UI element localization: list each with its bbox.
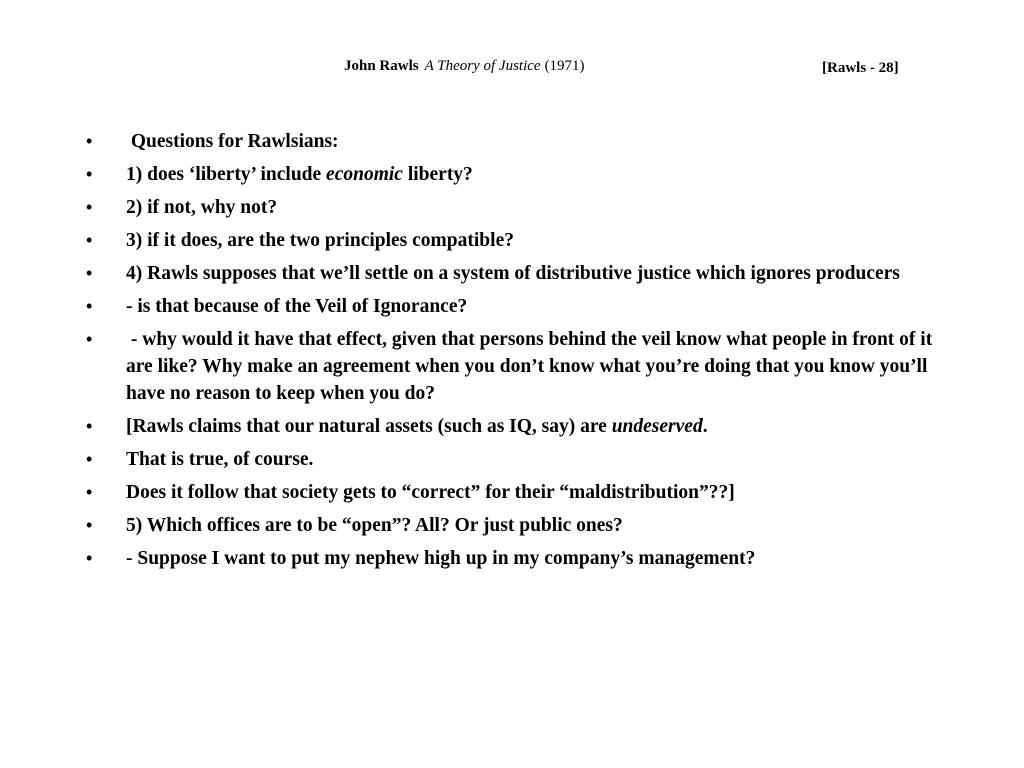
bullet-icon: • — [86, 515, 93, 535]
bullet-icon: • — [86, 548, 93, 568]
bullet-item-2 — [86, 161, 946, 188]
bullet-item-12 — [86, 545, 946, 572]
bullet-text: That is true, of course. — [126, 449, 314, 470]
bullet-item-9 — [86, 446, 946, 473]
bullet-text: Questions for Rawlsians: — [126, 131, 339, 152]
bullet-text: - is that because of the Veil of Ignorance? — [126, 296, 468, 317]
bullet-icon: • — [86, 131, 93, 151]
bullet-icon: • — [86, 230, 93, 250]
bullet-item-1 — [86, 128, 946, 155]
bullet-item-3 — [86, 194, 946, 221]
bullet-item-10 — [86, 479, 946, 506]
bullet-text: 3) if it does, are the two principles compatible? — [126, 230, 514, 251]
bullet-emphasis: undeserved — [611, 416, 703, 437]
header-author: John Rawls — [344, 58, 419, 74]
bullet-text: Does it follow that society gets to “correct” for their “maldistribution”??] — [126, 482, 735, 503]
bullet-item-5 — [86, 260, 946, 287]
bullet-emphasis: economic — [326, 164, 403, 185]
bullet-text: 5) Which offices are to be “open”? All? Or just public ones? — [126, 515, 623, 536]
slide-header — [0, 56, 1024, 78]
bullet-icon: • — [86, 329, 93, 349]
bullet-item-4 — [86, 227, 946, 254]
bullet-text-tail: liberty? — [402, 164, 473, 185]
bullet-text: - why would it have that effect, given that persons behind the veil know what people in front of it are like? Why make an agreement when you don’t know what you’re doing that you know you’ll have no reason to keep when you do? — [126, 329, 938, 404]
bullet-icon: • — [86, 296, 93, 316]
bullet-icon: • — [86, 449, 93, 469]
bullet-icon: • — [86, 482, 93, 502]
bullet-text: - Suppose I want to put my nephew high up in my company’s management? — [126, 548, 756, 569]
bullet-text: [Rawls claims that our natural assets (such as IQ, say) are — [126, 416, 612, 437]
bullet-item-7 — [86, 326, 946, 407]
bullet-item-11 — [86, 512, 946, 539]
bullet-text: 2) if not, why not? — [126, 197, 278, 218]
bullet-text: 4) Rawls supposes that we’ll settle on a system of distributive justice which ignores producers — [126, 263, 900, 284]
header-work-title: A Theory of Justice — [424, 58, 541, 74]
bullet-icon: • — [86, 263, 93, 283]
bullet-text: 1) does ‘liberty’ include — [126, 164, 327, 185]
header-year: (1971) — [544, 58, 585, 74]
bullet-item-8 — [86, 413, 946, 440]
bullet-text-tail: . — [702, 416, 708, 437]
slide-reference: [Rawls - 28] — [822, 60, 899, 76]
bullet-list — [86, 128, 946, 578]
bullet-icon: • — [86, 197, 93, 217]
header-title — [344, 56, 585, 76]
bullet-icon: • — [86, 416, 93, 436]
bullet-icon: • — [86, 164, 93, 184]
bullet-item-6 — [86, 293, 946, 320]
